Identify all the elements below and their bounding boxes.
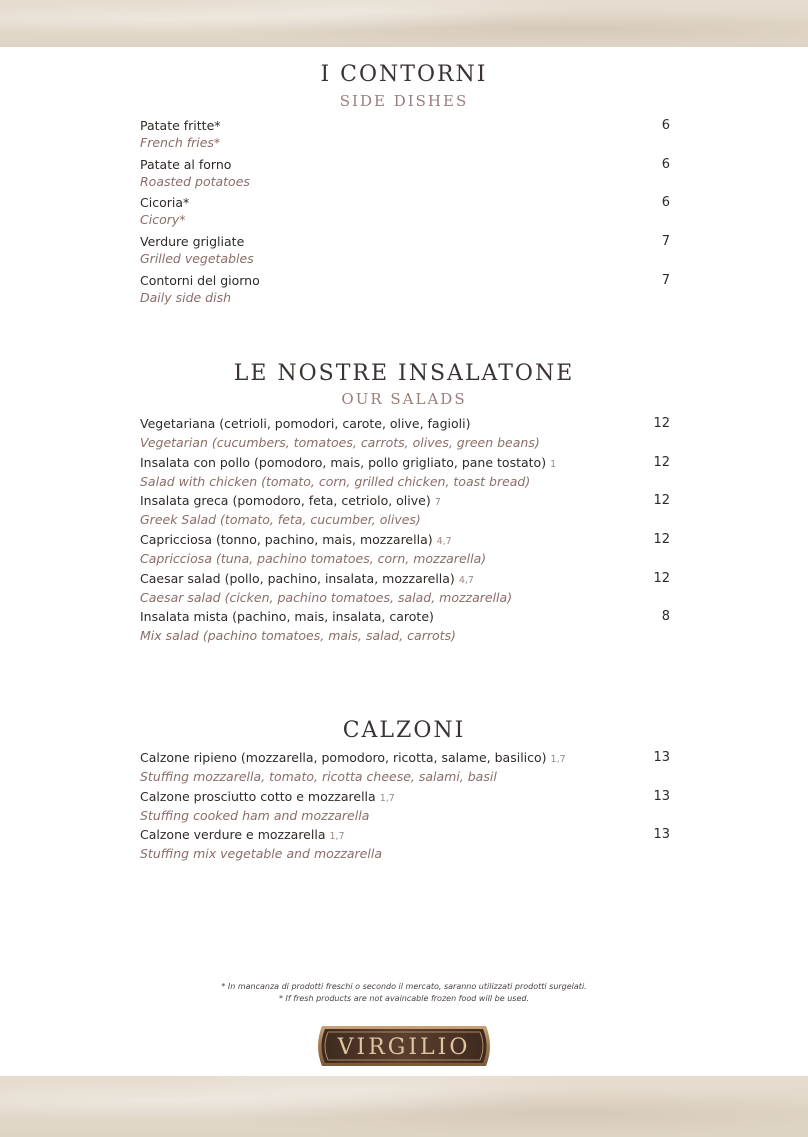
menu-item-price: 12 <box>653 532 670 548</box>
menu-item-name: Calzone ripieno (mozzarella, pomodoro, ricotta, salame, basilico) <box>140 750 547 765</box>
menu-item-translation: Mix salad (pachino tomatoes, mais, salad, carrots) <box>140 628 456 644</box>
menu-item-name: Insalata greca (pomodoro, feta, cetriolo, olive) <box>140 493 431 509</box>
section-title-calzoni: CALZONI <box>342 718 466 743</box>
menu-item-name: Contorni del giorno <box>140 272 260 288</box>
menu-item <box>140 194 670 233</box>
menu-item-translation: Roasted potatoes <box>140 173 250 189</box>
menu-list-contorni <box>140 117 670 310</box>
menu-item-name: Verdure grigliate <box>140 234 245 250</box>
menu-item <box>140 233 670 272</box>
menu-item-price: 12 <box>653 493 670 509</box>
menu-item-name: Capricciosa (tonno, pachino, mais, mozzarella) <box>140 532 433 548</box>
menu-item <box>140 531 670 570</box>
menu-item <box>140 156 670 195</box>
virgilio-logo <box>312 1024 496 1068</box>
menu-item <box>140 570 670 609</box>
menu-item-name-line <box>140 415 670 434</box>
menu-item-translation: Vegetarian (cucumbers, tomatoes, carrots, olives, green beans) <box>140 435 540 450</box>
menu-list-calzoni <box>140 749 670 865</box>
menu-item-name-line <box>140 570 670 589</box>
footnote-english: * If fresh products are not avaincable frozen food will be used. <box>279 994 529 1003</box>
menu-item-translation: Stuffing mix vegetable and mozzarella <box>140 846 382 862</box>
section-subtitle-insalatone: OUR SALADS <box>341 390 467 408</box>
menu-item-allergens: 1,7 <box>379 792 395 804</box>
menu-item <box>140 826 670 865</box>
menu-item-translation: Stuffing mozzarella, tomato, ricotta cheese, salami, basil <box>140 769 497 784</box>
menu-list-insalatone <box>140 415 670 647</box>
menu-item-translation: Grilled vegetables <box>140 251 254 267</box>
menu-item-price: 12 <box>653 416 670 431</box>
menu-item-translation: French fries* <box>140 135 221 150</box>
menu-item-allergens: 1,7 <box>550 754 566 765</box>
menu-item-price: 6 <box>661 156 670 172</box>
menu-item-price: 8 <box>661 609 670 625</box>
footnote-italian: * In mancanza di prodotti freschi o secondo il mercato, saranno utilizzati prodotti surgelati. <box>221 982 587 991</box>
menu-item <box>140 749 670 788</box>
menu-item-price: 13 <box>653 750 670 765</box>
menu-item-translation: Daily side dish <box>140 289 232 305</box>
menu-item-name-line <box>140 531 670 550</box>
menu-item <box>140 608 670 647</box>
menu-item <box>140 788 670 827</box>
section-title-insalatone: LE NOSTRE INSALATONE <box>233 361 575 386</box>
menu-item-name-line <box>140 608 670 627</box>
menu-item-name-line <box>140 749 670 768</box>
menu-item-name-line <box>140 788 670 807</box>
menu-item-translation: Salad with chicken (tomato, corn, grilled chicken, toast bread) <box>140 473 531 489</box>
menu-item-price: 12 <box>653 570 670 586</box>
menu-item-price: 13 <box>653 827 670 843</box>
menu-item-allergens: 4,7 <box>458 574 474 586</box>
section-title-contorni: I CONTORNI <box>320 62 488 87</box>
menu-item-name: Cicoria* <box>140 195 190 211</box>
menu-item-name: Patate fritte* <box>140 118 221 133</box>
menu-item-price: 6 <box>661 118 670 133</box>
menu-item-name-line <box>140 492 670 511</box>
menu-item-price: 7 <box>661 272 670 288</box>
paper-texture-top <box>0 0 808 47</box>
menu-item-name: Insalata mista (pachino, mais, insalata, carote) <box>140 609 434 625</box>
paper-texture-bottom <box>0 1076 808 1137</box>
menu-item-name: Vegetariana (cetrioli, pomodori, carote, olive, fagioli) <box>140 416 471 431</box>
menu-item-allergens: 1 <box>550 458 557 470</box>
menu-item-price: 12 <box>653 454 670 470</box>
menu-item <box>140 272 670 311</box>
menu-item-name: Calzone prosciutto cotto e mozzarella <box>140 788 376 804</box>
menu-item-translation: Capricciosa (tuna, pachino tomatoes, corn, mozzarella) <box>140 551 487 567</box>
menu-item-name: Patate al forno <box>140 156 232 172</box>
menu-item-translation: Stuffing cooked ham and mozzarella <box>140 807 370 823</box>
menu-item-allergens: 7 <box>434 497 441 509</box>
menu-item-name: Caesar salad (pollo, pachino, insalata, mozzarella) <box>140 570 455 586</box>
menu-item-translation: Greek Salad (tomato, feta, cucumber, olives) <box>140 512 421 528</box>
menu-item-name: Calzone verdure e mozzarella <box>140 827 326 843</box>
menu-item <box>140 117 670 156</box>
menu-item-name-line <box>140 826 670 845</box>
menu-item <box>140 415 670 454</box>
menu-item-price: 6 <box>661 195 670 211</box>
menu-item <box>140 454 670 493</box>
menu-item-allergens: 4,7 <box>436 536 452 548</box>
menu-item-translation: Cicory* <box>140 212 186 228</box>
section-subtitle-contorni: SIDE DISHES <box>339 92 469 110</box>
logo-text: VIRGILIO <box>337 1035 471 1060</box>
menu-item-translation: Caesar salad (cicken, pachino tomatoes, salad, mozzarella) <box>140 589 513 605</box>
menu-item-price: 7 <box>661 234 670 250</box>
menu-item-name: Insalata con pollo (pomodoro, mais, pollo grigliato, pane tostato) <box>140 454 547 470</box>
menu-item <box>140 492 670 531</box>
menu-item-name-line <box>140 454 670 473</box>
menu-item-allergens: 1,7 <box>329 831 345 843</box>
menu-item-price: 13 <box>653 788 670 804</box>
